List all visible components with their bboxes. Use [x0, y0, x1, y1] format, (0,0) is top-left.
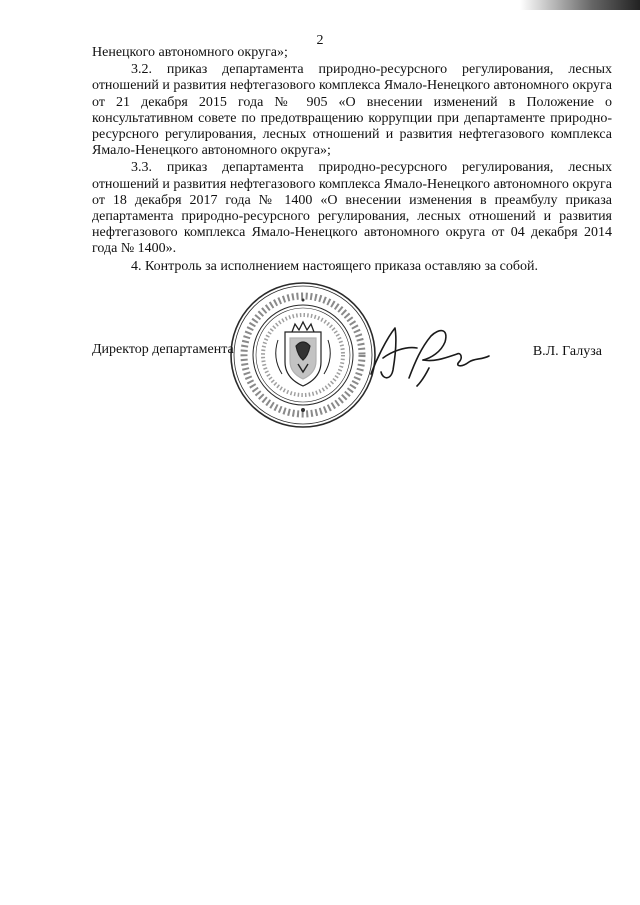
page-number: 2: [316, 33, 324, 48]
scan-edge-artifact: [520, 0, 640, 10]
official-seal: [228, 280, 378, 430]
coat-of-arms-icon: [276, 322, 331, 386]
paragraph-3-3: 3.3. приказ департамента природно-ресурсного регулирования, лесных отношений и развития нефтегазового комплекса Ямало-Ненецкого автономного округа от 18 декабря 2017 года № 1400 «О внесении изменения в преамбулу приказа департамента природно-ресурсного регулирования, лесных отношений и развития нефтегазового комплекса Ямало-Ненецкого автономного округа от 04 декабря 2014 года № 1400».: [92, 160, 612, 257]
paragraph-4: 4. Контроль за исполнением настоящего приказа оставляю за собой.: [131, 258, 539, 274]
paragraph-3-2: 3.2. приказ департамента природно-ресурсного регулирования, лесных отношений и развития нефтегазового комплекса Ямало-Ненецкого автономного округа от 21 декабря 2015 года № 905 «О внесении изменений в Положение о консультативном совете по предотвращению коррупции при департаменте природно-ресурсного регулирования, лесных отношений и развития нефтегазового комплекса Ямало-Ненецкого автономного округа»;: [92, 62, 612, 159]
signatory-name: В.Л. Галуза: [532, 344, 602, 359]
signatory-position: Директор департамента: [92, 342, 234, 357]
handwritten-signature: [365, 318, 495, 388]
document-body: [92, 45, 612, 275]
paragraph-continuation: Ненецкого автономного округа»;: [92, 45, 288, 60]
